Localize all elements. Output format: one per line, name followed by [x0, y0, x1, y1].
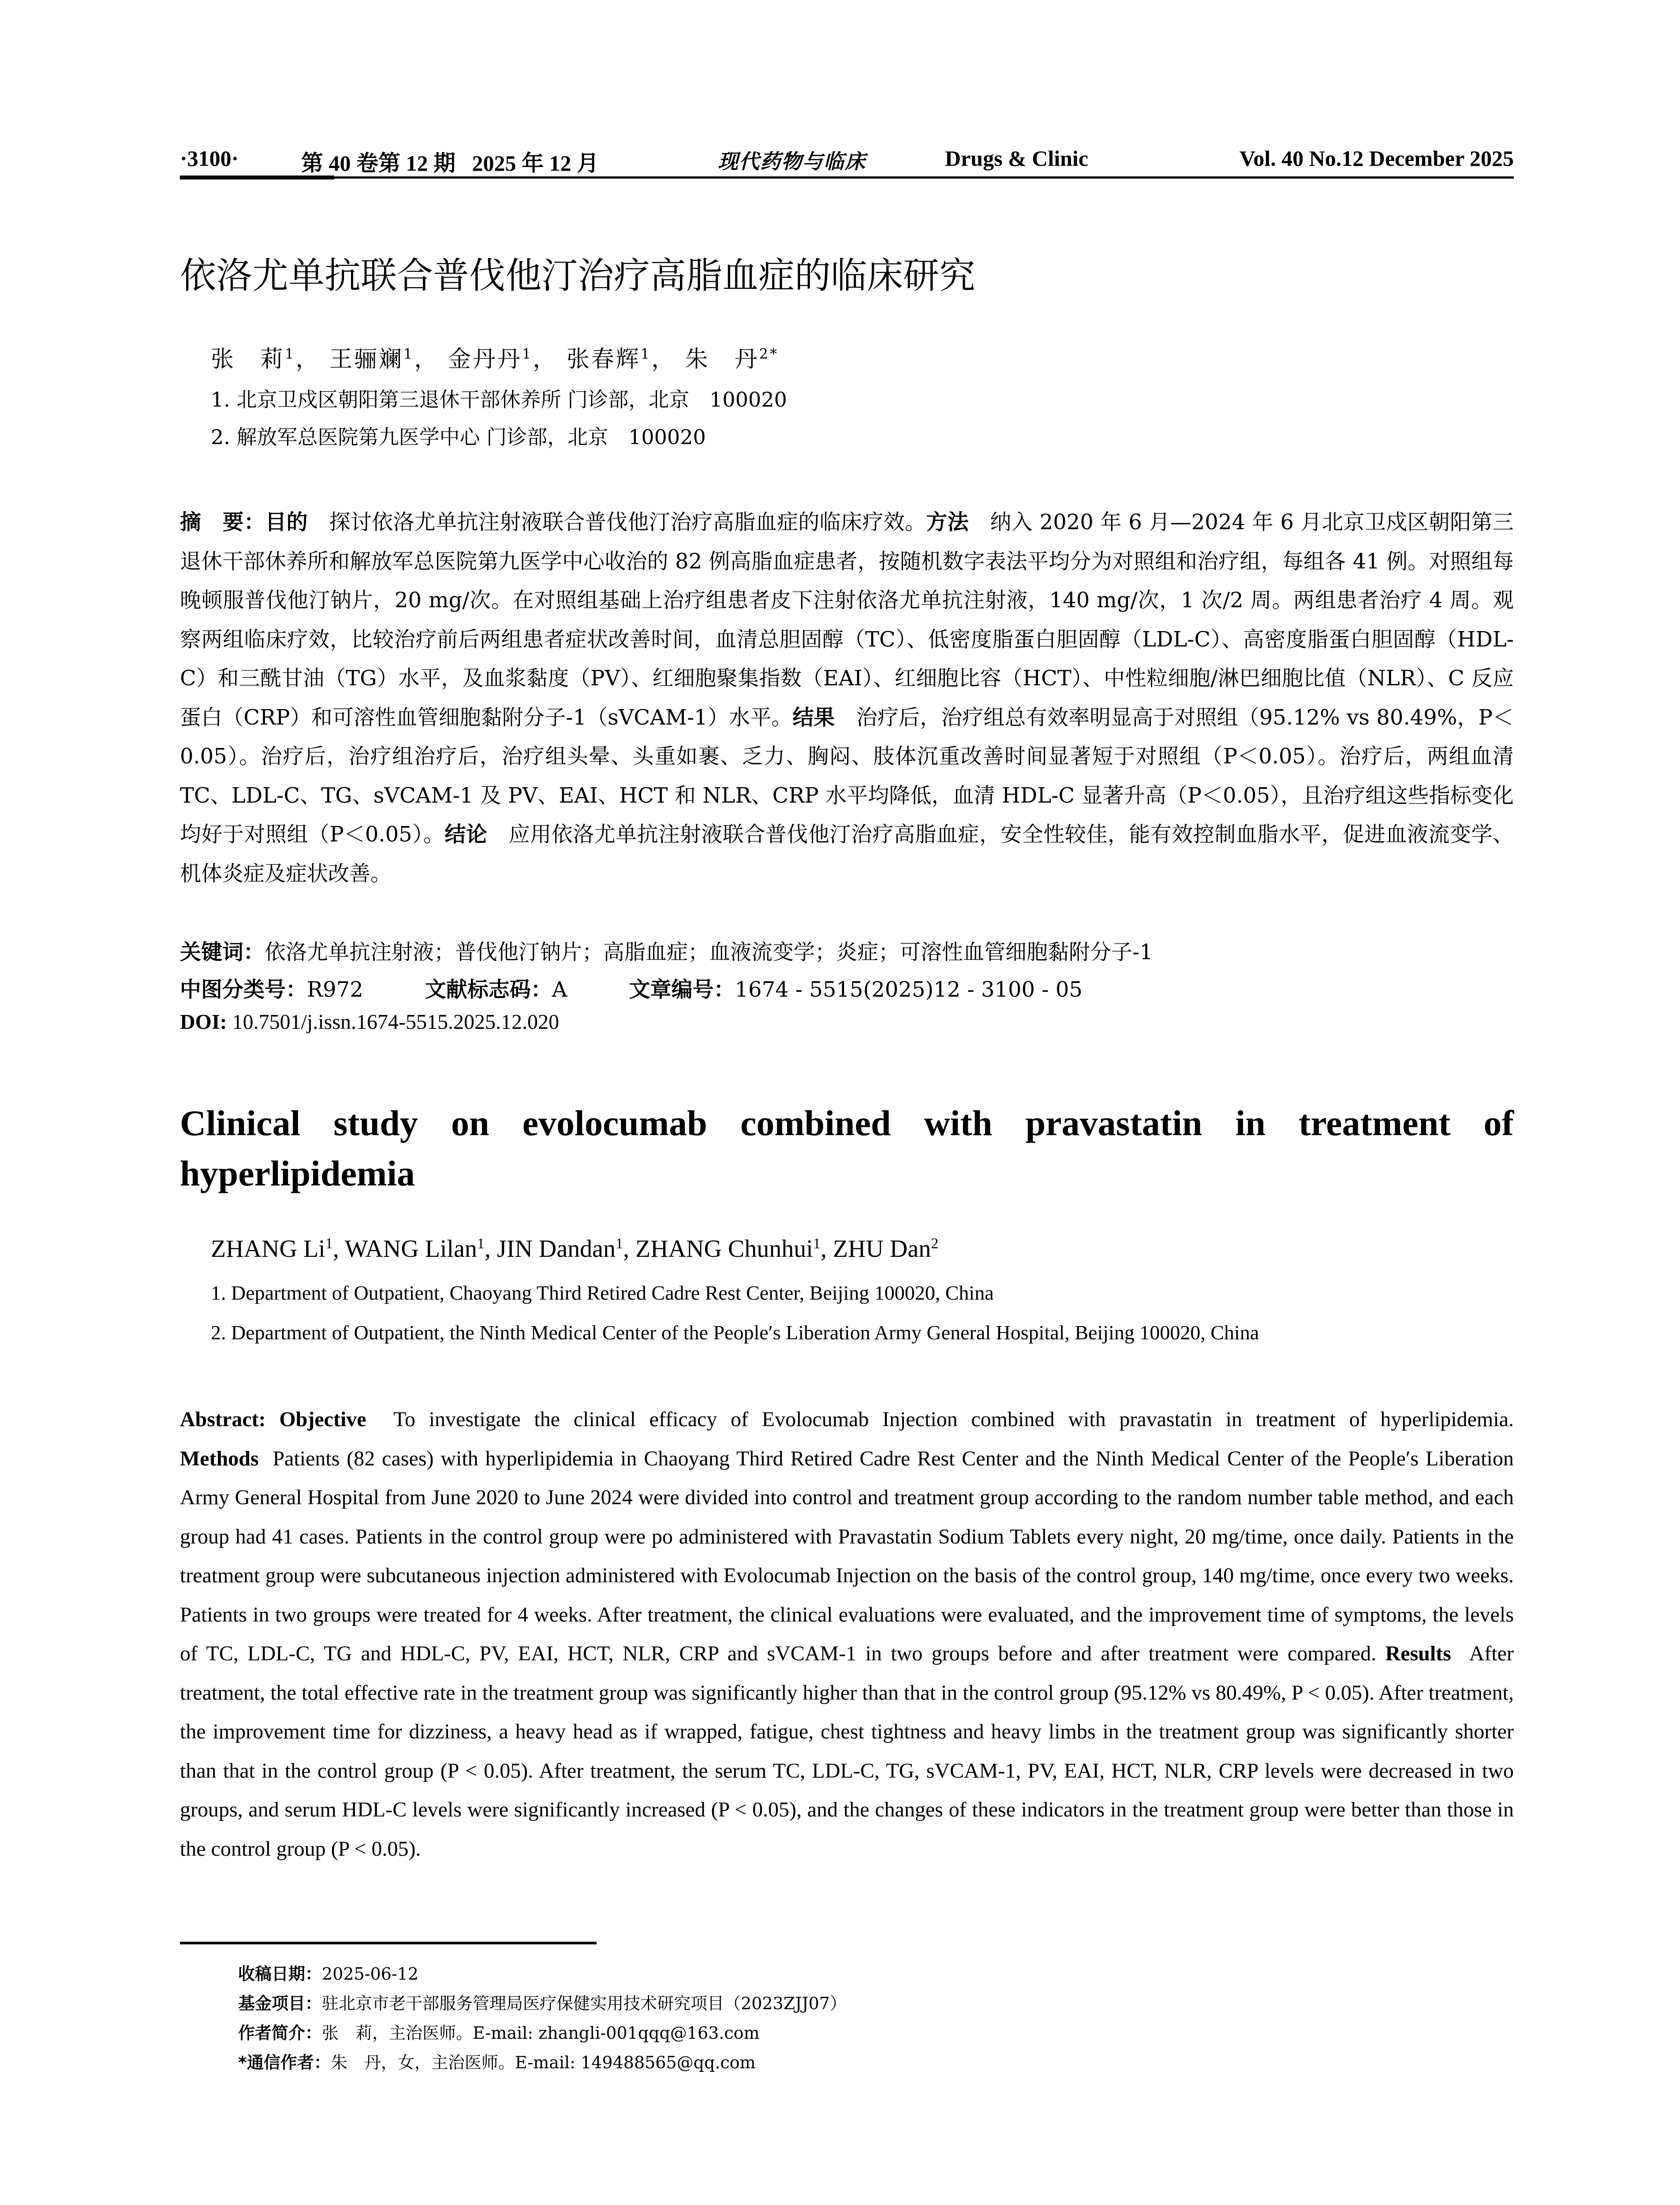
author-en: JIN Dandan$^1$ — [497, 1235, 623, 1263]
journal-name-en: Drugs & Clinic — [945, 146, 1088, 171]
author-en: ZHANG Li$^1$ — [211, 1235, 333, 1263]
doi-line — [180, 1010, 559, 1034]
journal-name-cn: 现代药物与临床 — [718, 149, 866, 173]
doi-link[interactable]: 10.7501/j.issn.1674-5515.2025.12.020 — [232, 1010, 560, 1034]
abstract-label-cn: 摘 要： — [180, 510, 265, 534]
article-title-cn: 依洛尤单抗联合普伐他汀治疗高脂血症的临床研究 — [180, 255, 976, 297]
results-label-en: Results — [1385, 1642, 1451, 1665]
conclusion-text-cn: 应用依洛尤单抗注射液联合普伐他汀治疗高脂血症，安全性较佳，能有效控制血脂水平，促进血液流变学、机体炎症及症状改善。 — [180, 822, 1514, 886]
page-number: ·3100· — [180, 146, 239, 171]
header-rule — [180, 176, 1514, 179]
methods-label-en: Methods — [180, 1446, 259, 1470]
clc-label: 中图分类号： — [180, 977, 307, 1002]
footnote-rule — [180, 1942, 597, 1944]
methods-text-cn: 纳入 2020 年 6 月—2024 年 6 月北京卫戍区朝阳第三退休干部休养所和解放军总医院第九医学中心收治的 82 例高脂血症患者，按随机数字表法平均分为对照组和治疗组，每组各 41 例。对照组每晚顿服普伐他汀钠片，20 mg/次。在对照组基础上治疗组患者皮下注射依洛尤单抗注射液，140 mg/次，1 次/2 周。两组患者治疗 4 周。观察两组临床疗效，比较治疗前后两组患者症状改善时间，血清总胆固醇（TC）、低密度脂蛋白胆固醇（LDL-C）、高密度脂蛋白胆固醇（HDL-C）和三酰甘油（TG）水平，及血浆黏度（PV）、红细胞聚集指数（EAI）、红细胞比容（HCT）、中性粒细胞/淋巴细胞比值（NLR）、C 反应蛋白（CRP）和可溶性血管细胞黏附分子-1（sVCAM-1）水平。 — [180, 510, 1514, 730]
results-text-en: After treatment, the total effective rate in the treatment group was significantly higher than that in the control group (95.12% vs 80.49%, P < 0.05). After treatment, the improvement time for dizziness, a heavy head as if wrapped, fatigue, chest tightness and heavy limbs in the treatment group was significantly shorter than that in the control group (P < 0.05). After treatment, the serum TC, LDL-C, TG, sVCAM-1, PV, EAI, HCT, NLR, CRP levels were decreased in two groups, and serum HDL-C levels were significantly increased (P < 0.05), and the changes of these indicators in the treatment group were better than those in the control group (P < 0.05). — [180, 1642, 1514, 1861]
article-no-value: 1674 - 5515(2025)12 - 3100 - 05 — [735, 977, 1083, 1002]
volume-issue-en: Vol. 40 No.12 December 2025 — [1239, 146, 1514, 171]
results-label-cn: 结果 — [792, 705, 835, 730]
methods-label-cn: 方法 — [926, 510, 969, 534]
author-cn: 金丹丹$^1$ — [448, 345, 533, 373]
affiliation-en-2: 2. Department of Outpatient, the Ninth Medical Center of the People′s Liberation Army General Hospital, Beijing 100020, China — [211, 1321, 1259, 1344]
affiliation-cn-1: 1. 北京卫戍区朝阳第三退休干部休养所 门诊部，北京 100020 — [211, 388, 787, 411]
author-cn: 张 莉$^1$ — [211, 345, 296, 373]
classification-line — [180, 972, 1083, 1003]
affiliation-cn-2: 2. 解放军总医院第九医学中心 门诊部，北京 100020 — [211, 425, 706, 449]
objective-label-en: Objective — [279, 1408, 366, 1431]
doi-label: DOI: — [180, 1010, 227, 1034]
affiliation-en-1: 1. Department of Outpatient, Chaoyang Third Retired Cadre Rest Center, Beijing 100020, China — [211, 1282, 994, 1304]
methods-text-en: Patients (82 cases) with hyperlipidemia in Chaoyang Third Retired Cadre Rest Center and the Ninth Medical Center of the People′s Liberation Army General Hospital from June 2020 to June 2024 were divided into control and treatment group according to the random number table method, and each group had 41 cases. Patients in the control group were po administered with Pravastatin Sodium Tablets every night, 20 mg/time, once daily. Patients in the treatment group were subcutaneous injection administered with Evolocumab Injection on the basis of the control group, 140 mg/time, once every two weeks. Patients in two groups were treated for 4 weeks. After treatment, the clinical evaluations were evaluated, and the improvement time of symptoms, the levels of TC, LDL-C, TG and HDL-C, PV, EAI, HCT, NLR, CRP and sVCAM-1 in two groups before and after treatment were compared. — [180, 1446, 1514, 1665]
author-en: ZHU Dan$^2$ — [833, 1235, 939, 1263]
objective-text-cn: 探讨依洛尤单抗注射液联合普伐他汀治疗高脂血症的临床疗效。 — [329, 510, 926, 534]
running-header — [180, 140, 1514, 176]
article-no-label: 文章编号： — [629, 977, 735, 1002]
footnote-received: 收稿日期：2025-06-12 — [238, 1964, 419, 1984]
author-en: WANG Lilan$^1$ — [344, 1235, 485, 1263]
abstract-en — [180, 1400, 1514, 1869]
results-text-cn: 治疗后，治疗组总有效率明显高于对照组（95.12% vs 80.49%，P＜0.05）。治疗后，治疗组治疗后，治疗组头晕、头重如裹、乏力、胸闷、肢体沉重改善时间显著短于对照组（P＜0.05）。治疗后，两组血清 TC、LDL-C、TG、sVCAM-1 及 PV、EAI、HCT 和 NLR、CRP 水平均降低，血清 HDL-C 显著升高（P＜0.05），且治疗组这些指标变化均好于对照组（P＜0.05）。 — [180, 705, 1514, 847]
author-list-cn: 张 莉$^1$， 王骊斓$^1$， 金丹丹$^1$， 张春辉$^1$， 朱 丹$^{2*}$ — [211, 345, 779, 373]
keywords-cn — [180, 935, 1153, 965]
abstract-cn — [180, 503, 1514, 893]
footnote-fund: 基金项目：驻北京市老干部服务管理局医疗保健实用技术研究项目（2023ZJJ07） — [238, 1994, 847, 2013]
volume-issue-cn: 第 40 卷第 12 期 2025 年 12 月 — [301, 151, 599, 176]
author-cn: 张春辉$^1$ — [566, 345, 652, 373]
keywords-label: 关键词： — [180, 940, 265, 964]
header-rule-accent — [180, 176, 334, 179]
author-cn: 朱 丹$^{2*}$ — [685, 345, 779, 373]
objective-label-cn: 目的 — [265, 510, 308, 534]
author-list-en: ZHANG Li$^1$, WANG Lilan$^1$, JIN Dandan$^1$, ZHANG Chunhui$^1$, ZHU Dan$^2$ — [211, 1235, 939, 1263]
doc-code-label: 文献标志码： — [425, 977, 552, 1002]
clc-value: R972 — [307, 977, 363, 1002]
objective-text-en: To investigate the clinical efficacy of Evolocumab Injection combined with pravastatin in treatment of hyperlipidemia. — [393, 1408, 1514, 1431]
doc-code-value: A — [552, 977, 567, 1002]
conclusion-label-cn: 结论 — [444, 822, 488, 847]
footnote-corresponding-author: *通信作者：朱 丹，女，主治医师。E-mail: 149488565@qq.com — [238, 2053, 756, 2072]
author-cn: 王骊斓$^1$ — [329, 345, 414, 373]
abstract-label-en: Abstract: — [180, 1408, 266, 1431]
keywords-text: 依洛尤单抗注射液；普伐他汀钠片；高脂血症；血液流变学；炎症；可溶性血管细胞黏附分子-1 — [265, 940, 1153, 964]
article-title-en: Clinical study on evolocumab combined with pravastatin in treatment of hyperlipidemia — [180, 1103, 1514, 1193]
author-en: ZHANG Chunhui$^1$ — [635, 1235, 821, 1263]
footnote-author-bio: 作者简介：张 莉，主治医师。E-mail: zhangli-001qqq@163.com — [238, 2023, 760, 2043]
